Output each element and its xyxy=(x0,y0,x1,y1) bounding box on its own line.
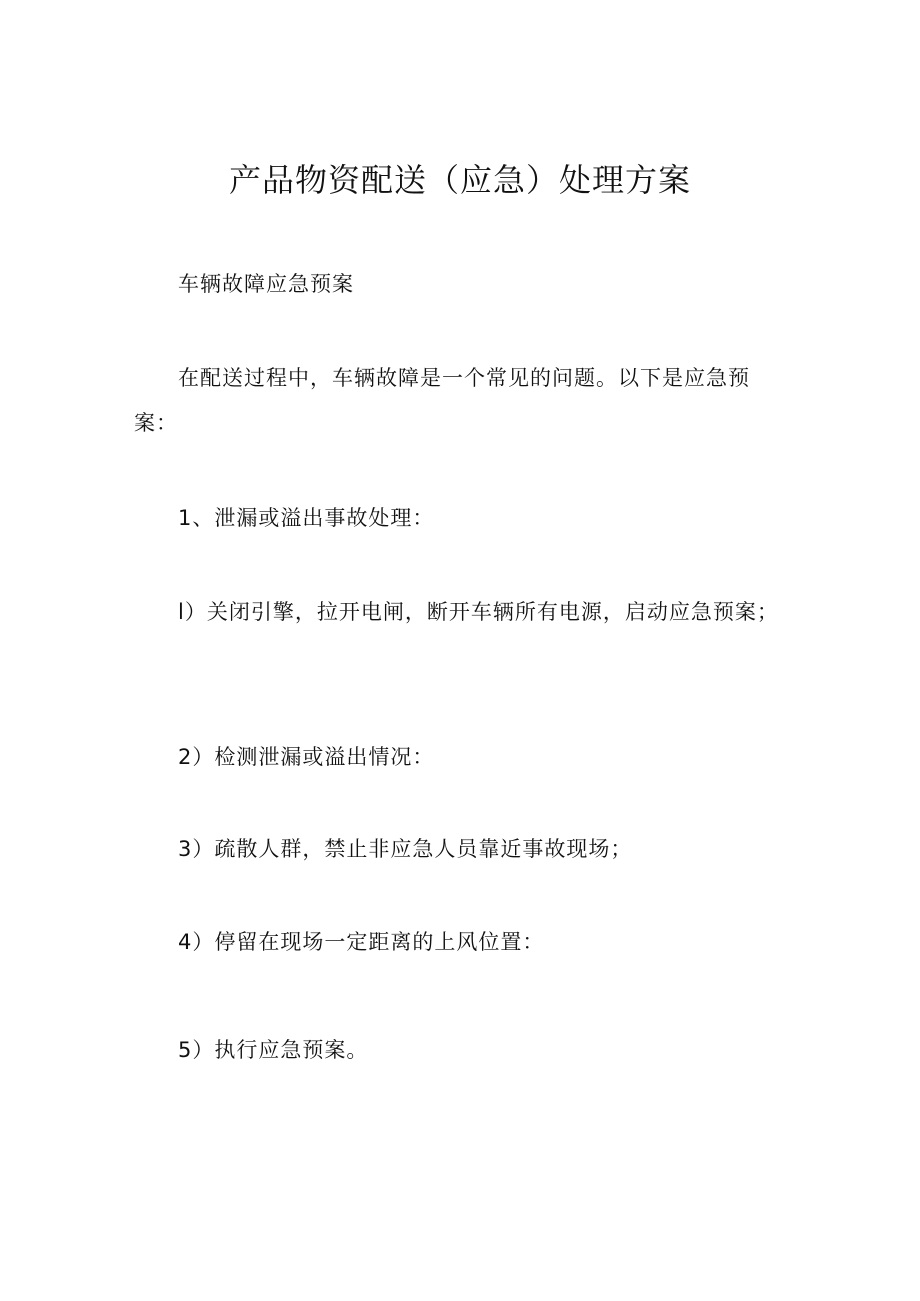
step-4: 4）停留在现场一定距离的上风位置： xyxy=(178,930,545,954)
intro-paragraph: 在配送过程中，车辆故障是一个常见的问题。以下是应急预案： xyxy=(134,366,750,435)
step-5: 5）执行应急预案。 xyxy=(178,1038,369,1062)
step-1: l）关闭引擎，拉开电闸，断开车辆所有电源，启动应急预案； xyxy=(178,600,779,624)
section-1-heading: 1、泄漏或溢出事故处理： xyxy=(178,506,435,530)
document-title: 产品物资配送（应急）处理方案 xyxy=(228,161,691,199)
step-2: 2）检测泄漏或溢出情况： xyxy=(178,745,435,769)
step-3: 3）疏散人群，禁止非应急人员靠近事故现场； xyxy=(178,837,633,861)
section-subheading: 车辆故障应急预案 xyxy=(178,272,354,296)
